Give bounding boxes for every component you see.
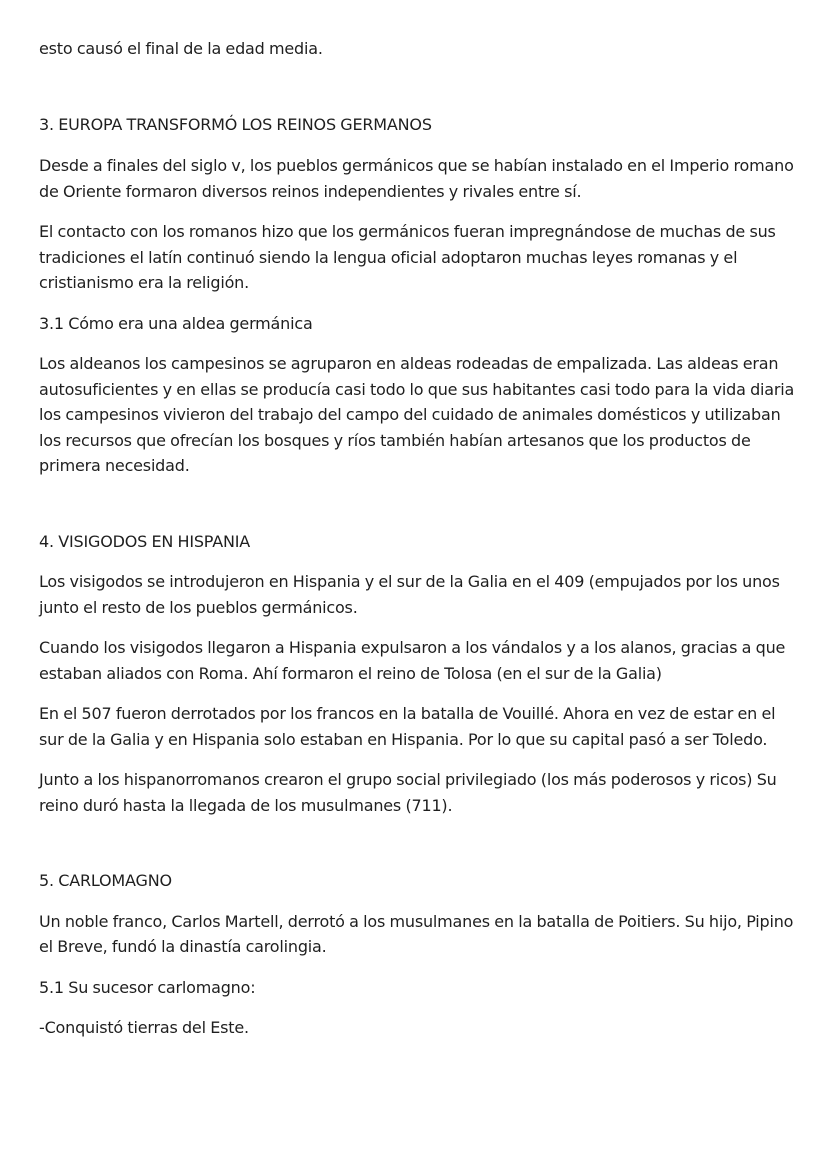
spacer [39, 1000, 799, 1015]
section-5-paragraph-2: -Conquistó tierras del Este. [39, 1018, 249, 1037]
section-5-heading: 5. CARLOMAGNO [39, 871, 172, 890]
spacer [39, 336, 799, 351]
section-3-paragraph-1: Desde a finales del siglo v, los pueblos germánicos que se habían instalado en el Imperio romano de Oriente formaron diversos reinos independientes y rivales entre sí. [39, 156, 794, 201]
intro-tail-paragraph: esto causó el final de la edad media. [39, 39, 323, 58]
spacer [39, 620, 799, 635]
section-4-paragraph-1: Los visigodos se introdujeron en Hispania y el sur de la Galia en el 409 (empujados por los unos junto el resto de los pueblos germánicos. [39, 572, 780, 617]
spacer [39, 296, 799, 311]
section-3-heading: 3. EUROPA TRANSFORMÓ LOS REINOS GERMANOS [39, 114, 432, 134]
spacer [39, 960, 799, 975]
spacer [39, 818, 799, 868]
spacer [39, 62, 799, 112]
spacer [39, 204, 799, 219]
spacer [39, 894, 799, 909]
spacer [39, 137, 799, 153]
spacer [39, 752, 799, 767]
section-3-paragraph-2: El contacto con los romanos hizo que los germánicos fueran impregnándose de muchas de sus tradiciones el latín continuó siendo la lengua oficial adoptaron muchas leyes romanas y el cristianismo era la religión. [39, 222, 776, 292]
spacer [39, 686, 799, 701]
spacer [39, 479, 799, 529]
section-3-paragraph-3: Los aldeanos los campesinos se agruparon en aldeas rodeadas de empalizada. Las aldeas eran autosuficientes y en ellas se producía casi todo lo que sus habitantes casi todo para la vida diaria los campesinos vivieron del trabajo del campo del cuidado de animales domésticos y utilizaban los recursos que ofrecían los bosques y ríos también habían artesanos que los productos de primera necesidad. [39, 354, 795, 475]
section-4-heading: 4. VISIGODOS EN HISPANIA [39, 531, 251, 551]
document-page [39, 36, 799, 1041]
spacer [39, 554, 799, 569]
section-3-1-heading: 3.1 Cómo era una aldea germánica [39, 313, 313, 333]
section-4-paragraph-3: En el 507 fueron derrotados por los francos en la batalla de Vouillé. Ahora en vez de estar en el sur de la Galia y en Hispania solo estaban en Hispania. Por lo que su capital pasó a ser Toledo. [39, 704, 776, 749]
section-5-1-heading: 5.1 Su sucesor carlomagno: [39, 977, 256, 997]
section-4-paragraph-4: Junto a los hispanorromanos crearon el grupo social privilegiado (los más poderosos y ricos) Su reino duró hasta la llegada de los musulmanes (711). [39, 770, 777, 815]
section-5-paragraph-1: Un noble franco, Carlos Martell, derrotó a los musulmanes en la batalla de Poitiers. Su hijo, Pipino el Breve, fundó la dinastía carolingia. [39, 911, 794, 956]
section-4-paragraph-2: Cuando los visigodos llegaron a Hispania expulsaron a los vándalos y a los alanos, gracias a que estaban aliados con Roma. Ahí formaron el reino de Tolosa (en el sur de la Galia) [39, 638, 786, 683]
